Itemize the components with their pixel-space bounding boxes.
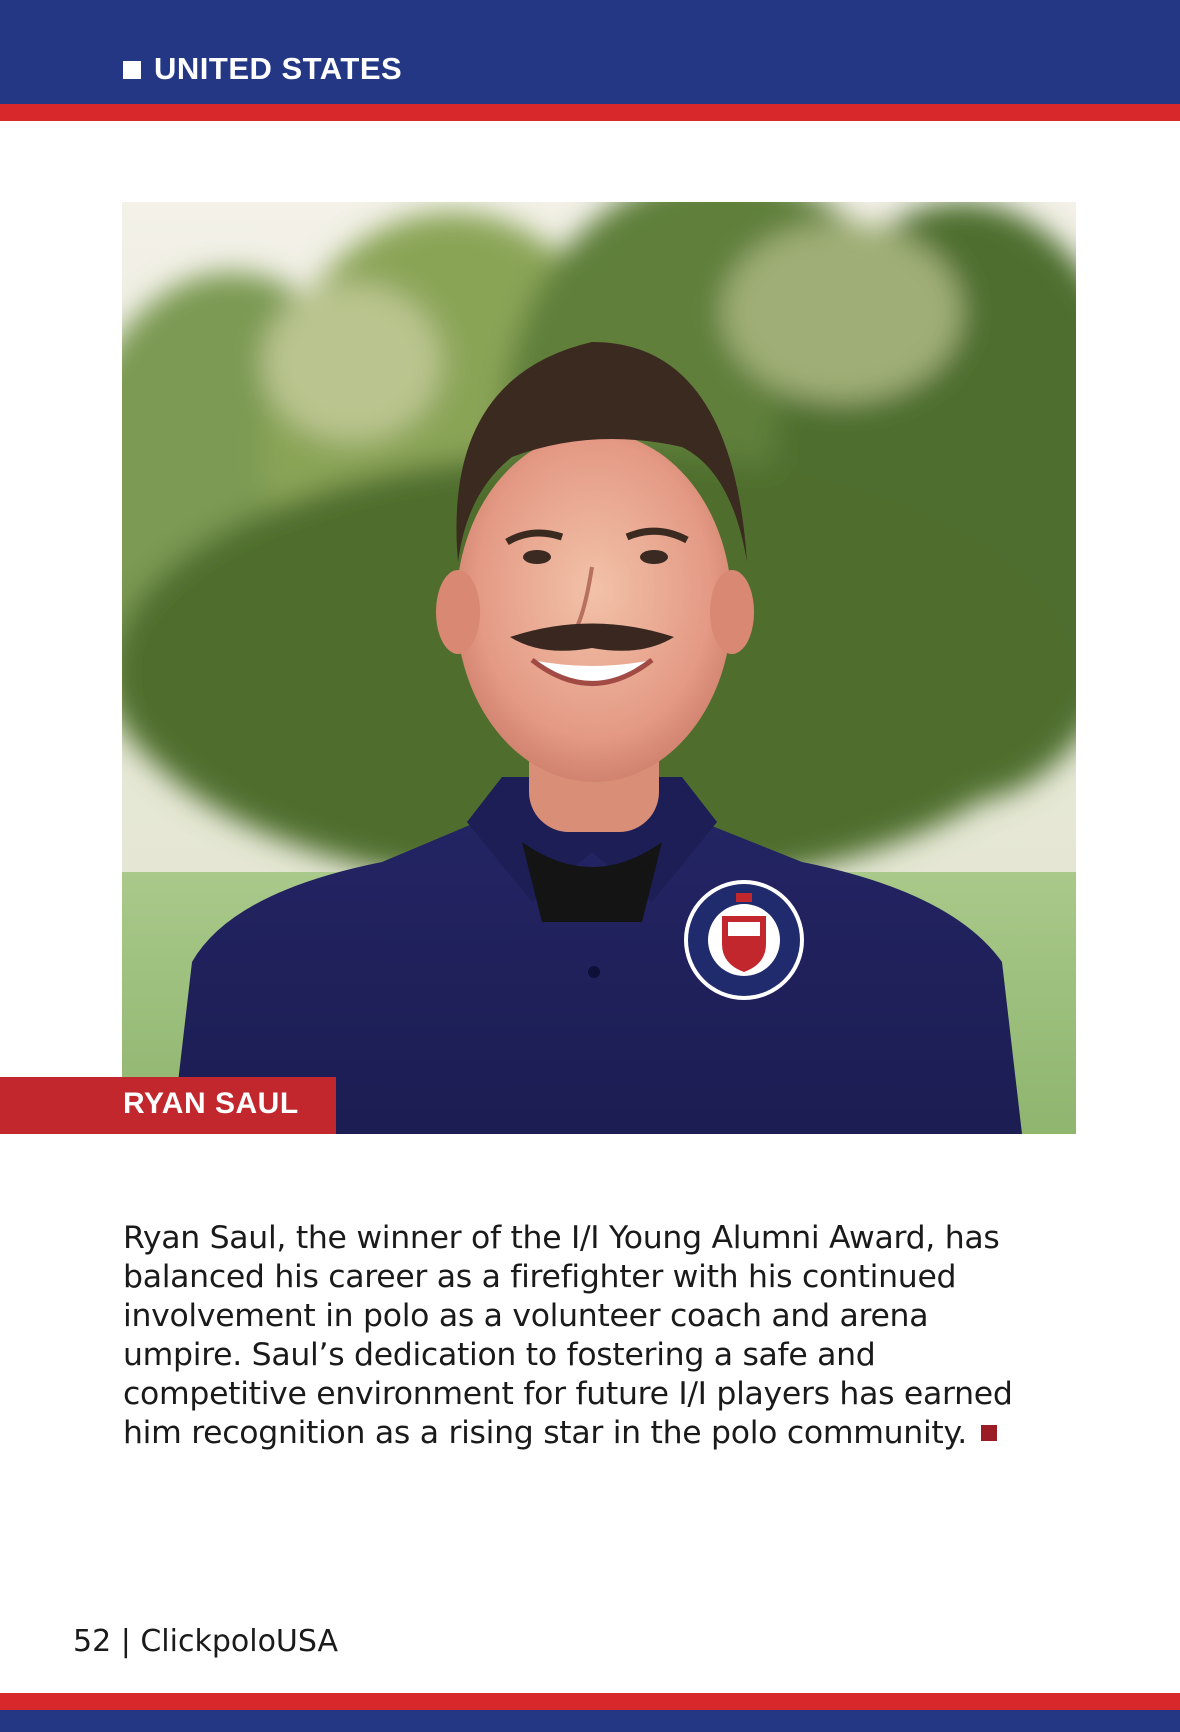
end-of-article-square-icon: [981, 1425, 997, 1441]
bio-text: Ryan Saul, the winner of the I/I Young Alumni Award, has balanced his career as a firefighter with his continued involvement in polo as a volunteer coach and arena umpire. Saul’s dedication to fostering a safe and competitive environment for future I/I players has earned him recognition as a rising star in the polo community.: [123, 1220, 1013, 1451]
bio-paragraph: [123, 1219, 1053, 1453]
portrait-photo: [122, 202, 1076, 1134]
profile-name: RYAN SAUL: [123, 1087, 299, 1120]
crest-badge: [684, 880, 804, 1000]
header-stripe: [0, 104, 1180, 121]
footer-band: [0, 1710, 1180, 1732]
section-label: UNITED STATES: [154, 51, 403, 86]
footer-stripe: [0, 1693, 1180, 1710]
section-square-icon: [123, 61, 141, 79]
page-folio: 52 | ClickpoloUSA: [73, 1624, 339, 1659]
